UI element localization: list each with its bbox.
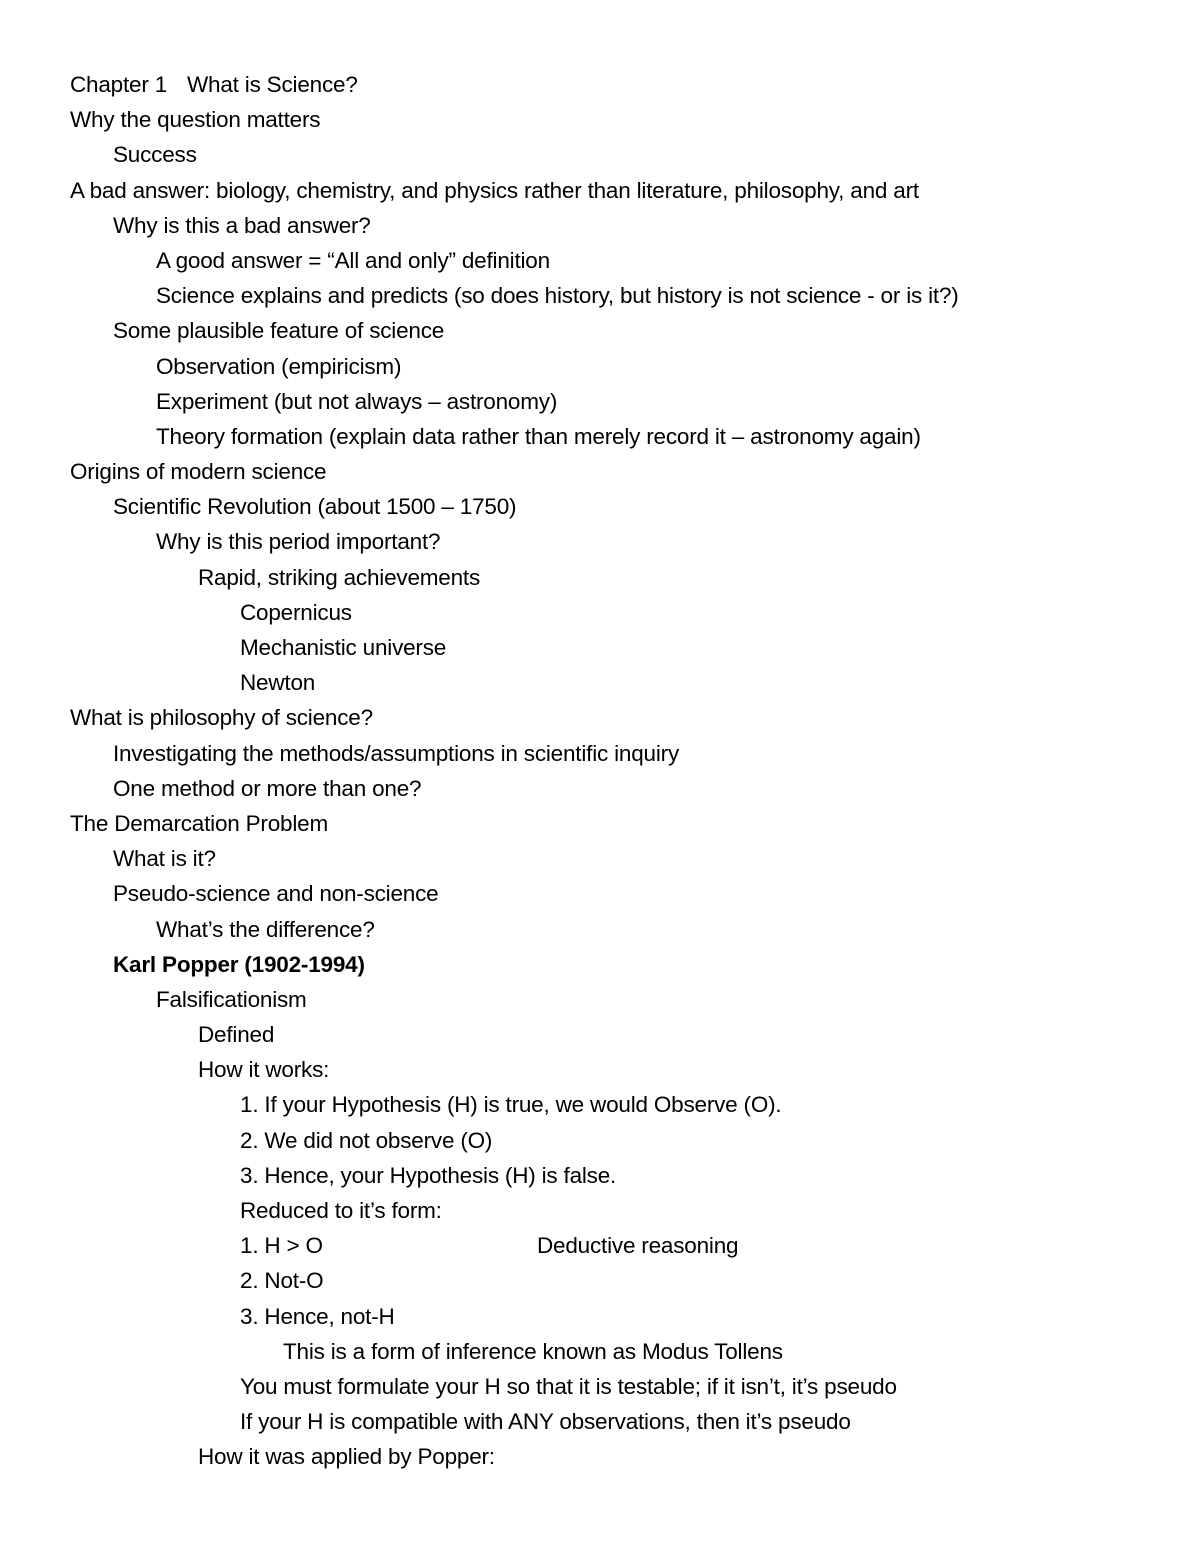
- outline-item: Pseudo-science and non-science: [113, 881, 439, 907]
- popper-heading: Karl Popper (1902-1994): [113, 951, 365, 977]
- outline-item: Observation (empiricism): [156, 353, 402, 379]
- outline-item: Some plausible feature of science: [113, 318, 445, 344]
- outline-item: How it was applied by Popper:: [198, 1444, 495, 1470]
- outline-item: The Demarcation Problem: [70, 810, 329, 836]
- outline-item: Theory formation (explain data rather than merely record it – astronomy again): [156, 423, 921, 449]
- outline-item: A good answer = “All and only” definition: [156, 247, 550, 273]
- outline-item: What is it?: [113, 846, 216, 872]
- outline-item: What is philosophy of science?: [70, 705, 373, 731]
- outline-item: Investigating the methods/assumptions in scientific inquiry: [113, 740, 679, 766]
- outline-item: Reduced to it’s form:: [240, 1198, 442, 1223]
- outline-item: Experiment (but not always – astronomy): [156, 388, 558, 414]
- chapter-number: Chapter 1: [70, 72, 168, 97]
- outline-item: Scientific Revolution (about 1500 – 1750): [113, 494, 517, 520]
- outline-item: A bad answer: biology, chemistry, and physics rather than literature, philosophy, and art: [70, 177, 919, 203]
- outline-item: Origins of modern science: [70, 459, 327, 485]
- chapter-title: What is Science?: [187, 72, 358, 97]
- outline-item: 2. We did not observe (O): [240, 1127, 493, 1153]
- outline-item: 2. Not-O: [240, 1268, 324, 1294]
- chapter-heading: [70, 67, 1150, 102]
- outline-item: This is a form of inference known as Modus Tollens: [283, 1338, 783, 1364]
- outline-item: Newton: [240, 670, 316, 696]
- outline-item: Mechanistic universe: [240, 635, 447, 660]
- outline-item: Why is this a bad answer?: [113, 212, 371, 238]
- outline-item: If your H is compatible with ANY observations, then it’s pseudo: [240, 1409, 851, 1435]
- outline: [70, 67, 1150, 1475]
- outline-item: Why the question matters: [70, 107, 321, 133]
- outline-item: Defined: [198, 1022, 275, 1048]
- outline-item: 1. If your Hypothesis (H) is true, we would Observe (O).: [240, 1092, 782, 1118]
- outline-item: Rapid, striking achievements: [198, 564, 481, 590]
- outline-item: Falsificationism: [156, 986, 307, 1012]
- outline-item: 3. Hence, your Hypothesis (H) is false.: [240, 1162, 617, 1188]
- outline-item: Copernicus: [240, 599, 352, 625]
- outline-item: One method or more than one?: [113, 775, 422, 801]
- side-note: Deductive reasoning: [537, 1233, 739, 1259]
- outline-item: You must formulate your H so that it is testable; if it isn’t, it’s pseudo: [240, 1373, 897, 1399]
- outline-item: Why is this period important?: [156, 529, 441, 555]
- outline-item: How it works:: [198, 1057, 330, 1083]
- premise-text: 1. H > O: [240, 1233, 323, 1259]
- outline-item: Success: [113, 142, 197, 168]
- outline-item: 3. Hence, not-H: [240, 1303, 395, 1329]
- outline-item: Science explains and predicts (so does history, but history is not science - or is it?): [156, 283, 959, 309]
- outline-item-with-note: [70, 1228, 1150, 1263]
- outline-item: What’s the difference?: [156, 916, 375, 942]
